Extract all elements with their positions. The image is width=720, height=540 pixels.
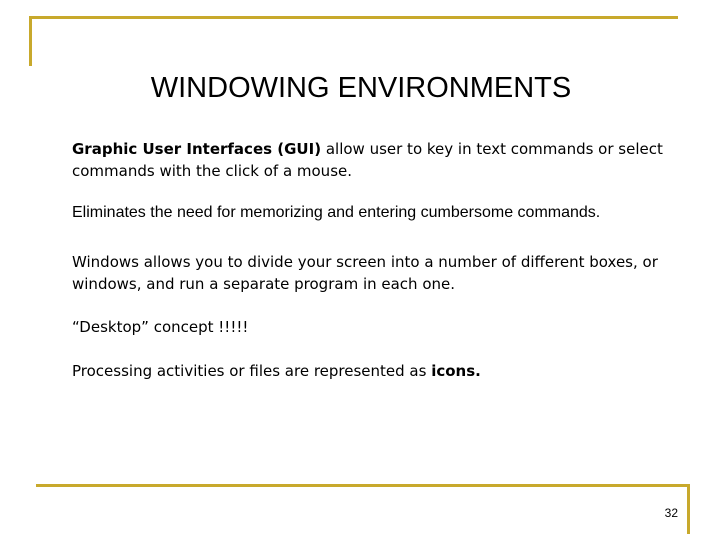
paragraph-desktop: “Desktop” concept !!!!! bbox=[72, 318, 249, 336]
slide-title: WINDOWING ENVIRONMENTS bbox=[150, 72, 572, 104]
top-accent-rule bbox=[29, 16, 678, 19]
bottom-accent-rule bbox=[36, 484, 690, 487]
icons-description: Processing activities or files are represented as bbox=[72, 362, 432, 380]
icons-term: icons. bbox=[431, 362, 481, 380]
paragraph-eliminates: Eliminates the need for memorizing and entering cumbersome commands. bbox=[72, 204, 601, 221]
paragraph-windows: Windows allows you to divide your screen into a number of different boxes, or windows, and run a separate program in each one. bbox=[72, 253, 658, 293]
page-number: 32 bbox=[664, 506, 678, 520]
gui-term: Graphic User Interfaces (GUI) bbox=[72, 140, 322, 158]
left-accent-rule bbox=[29, 16, 32, 66]
gui-description: allow user to key in text commands or select commands with the click of a mouse. bbox=[72, 140, 663, 180]
right-accent-rule bbox=[687, 484, 690, 534]
paragraph-gui bbox=[72, 138, 682, 182]
paragraph-icons bbox=[72, 360, 682, 382]
